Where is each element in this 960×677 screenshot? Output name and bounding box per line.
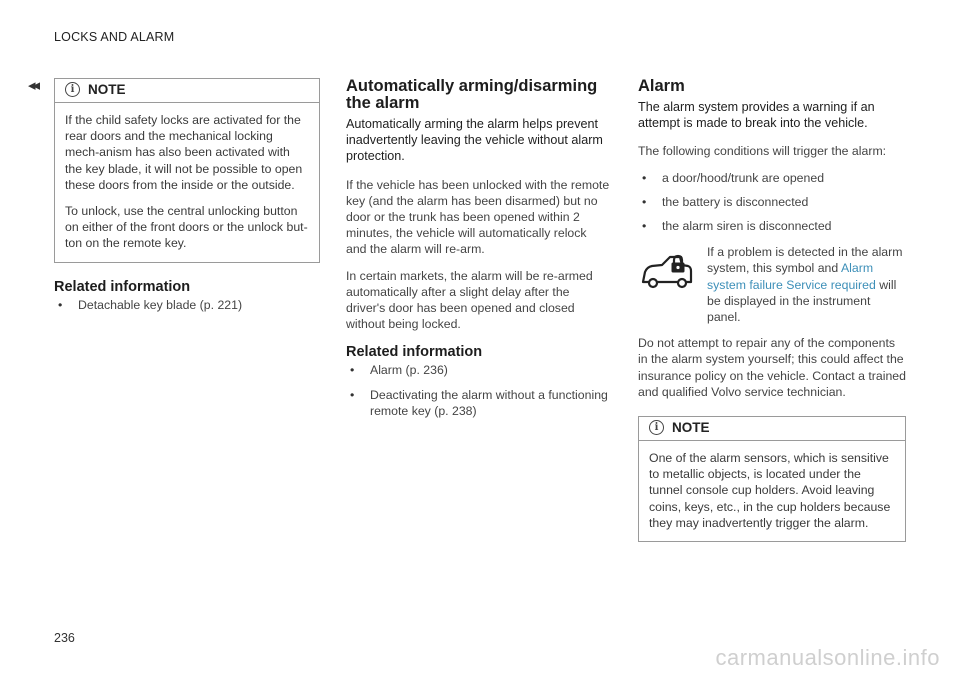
lead-paragraph: Automatically arming the alarm helps prevent inadvertently leaving the vehicle without alarm protection. [346,117,603,164]
section-title-auto-arming: Automatically arming/disarming the alarm [346,77,598,112]
note-header [639,417,905,441]
section-title-alarm: Alarm [638,77,685,95]
note-header [55,79,319,103]
condition-item: • a door/hood/trunk are opened [638,170,906,186]
related-link[interactable]: • Deactivating the alarm without a functioning remote key (p. 238) [346,387,610,419]
page-number: 236 [54,631,75,645]
column-2 [346,78,610,429]
lead-paragraph: The alarm system provides a warning if an attempt is made to break into the vehicle. [638,100,875,131]
trigger-conditions-list [638,170,906,235]
related-information-heading: Related information [54,278,191,295]
condition-item: • the alarm siren is disconnected [638,218,906,234]
related-list [54,297,320,313]
related-list [346,362,610,419]
related-link[interactable]: • Detachable key blade (p. 221) [54,297,320,313]
info-icon: i [649,420,664,435]
car-alarm-lock-icon [640,252,694,290]
note-paragraph: To unlock, use the central unlocking button on either of the front doors or the unlock but-ton on the remote key. [65,204,308,251]
conditions-intro: The following conditions will trigger the alarm: [638,144,887,159]
related-information-heading: Related information [346,344,483,361]
column-3 [638,78,906,542]
body-paragraph: Do not attempt to repair any of the components in the alarm system yourself; this could affect the insurance policy on the vehicle. Contact a trained and qualified Volvo service technician. [638,336,906,399]
note-box-child-locks [54,78,320,263]
alarm-failure-message: Alarm system failure Service required [707,261,876,292]
symbol-text: will be displayed in the instrument panel. [707,277,897,325]
condition-item: • the battery is disconnected [638,194,906,210]
watermark: carmanualsonline.info [715,645,940,670]
info-icon: i [65,82,80,97]
continued-from-previous-mark: ◂◂ [28,77,38,94]
related-link[interactable]: • Alarm (p. 236) [346,362,610,378]
section-header: LOCKS AND ALARM [54,30,175,44]
body-paragraph: If the vehicle has been unlocked with the remote key (and the alarm has been disarmed) but no door or the trunk has been opened within 2 minutes, the vehicle will automatically relock and the alarm will re-arm. [346,177,610,257]
note-title: NOTE [672,420,710,436]
note-box-alarm-sensor [638,416,906,542]
body-paragraph: In certain markets, the alarm will be re-armed automatically after a slight delay after the driver's door has been opened and closed without being locked. [346,268,593,332]
symbol-text: If a problem is detected in the alarm system, this symbol and [707,245,903,276]
note-paragraph: One of the alarm sensors, which is sensitive to metallic objects, is located under the tunnel console cup holders. Avoid leaving coins, keys, etc., in the cup holders because they may inadvertently trigger the alarm. [649,451,891,530]
note-paragraph: If the child safety locks are activated for the rear doors and the mechanical locking mech-anism has also been activated with the key blade, it will not be possible to open these doors from the inside or the outside. [65,113,303,192]
alarm-symbol-block [638,244,906,325]
note-title: NOTE [88,82,126,97]
column-1 [54,78,320,323]
